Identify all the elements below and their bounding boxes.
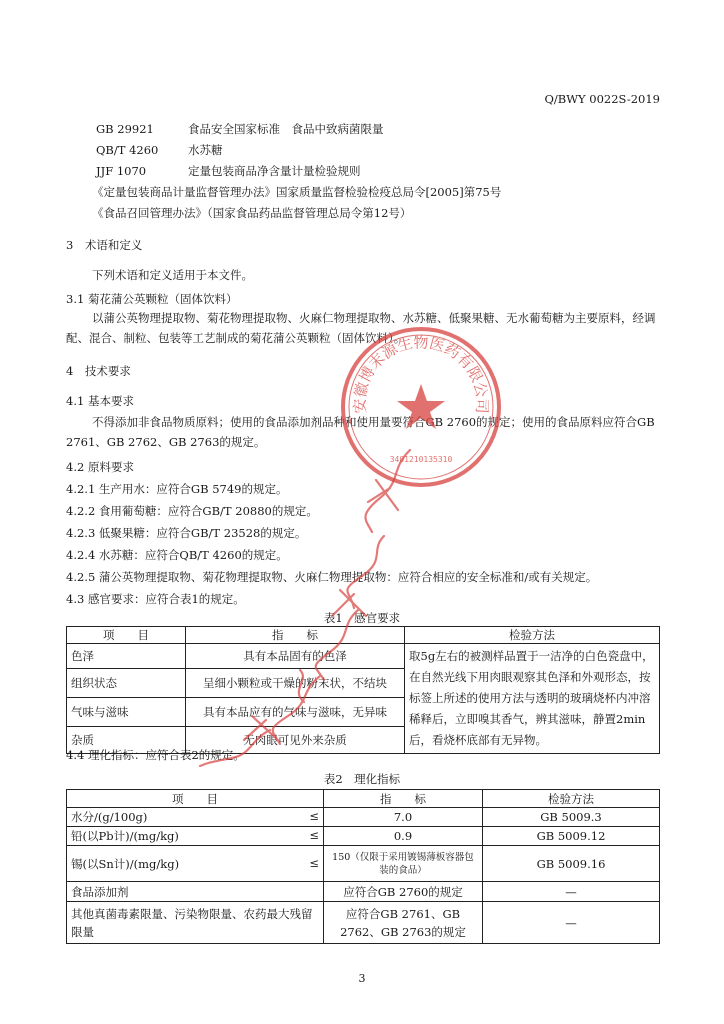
table-caption: 表1 感官要求 — [323, 611, 401, 625]
subsection-heading: 4.2 原料要求 — [66, 460, 134, 474]
operator: ≤ — [309, 828, 319, 842]
item-label: 水分/(g/100g) — [71, 810, 148, 824]
reference-code: QB/T 4260 — [96, 143, 159, 157]
raw-material-item: 4.2.1 生产用水：应符合GB 5749的规定。 — [66, 482, 288, 496]
table-cell: 7.0 — [324, 808, 483, 827]
table-cell: 其他真菌毒素限量、污染物限量、农药最大残留限量 — [67, 902, 324, 944]
definition-paragraph: 以蒲公英物理提取物、菊花物理提取物、火麻仁物理提取物、水苏糖、低聚果糖、无水葡萄糖为主要原料，经调配、混合、制粒、包装等工艺制成的菊花蒲公英颗粒（固体饮料）。 — [66, 311, 656, 345]
page-number: 3 — [358, 972, 366, 985]
table-header: 检验方法 — [483, 790, 660, 808]
reference-title: 食品安全国家标准 食品中致病菌限量 — [188, 122, 384, 136]
table-cell: GB 5009.3 — [483, 808, 660, 827]
reference-note: 《食品召回管理办法》（国家食品药品监督管理总局令第12号） — [92, 206, 412, 220]
item-label: 锡(以Sn计)/(mg/kg) — [71, 856, 180, 871]
section-heading: 3 术语和定义 — [66, 238, 143, 252]
table-header: 项 目 — [67, 790, 324, 808]
table-cell: 无肉眼可见外来杂质 — [186, 727, 405, 754]
method-cell: 取5g左右的被测样品置于一洁净的白色瓷盘中，在自然光线下用肉眼观察其色泽和外观形态，按标签上所述的使用方法与透明的玻璃烧杯内冲溶稀释后，立即嗅其香气，辨其滋味，静置2min后，看烧杯底部有无异物。 — [405, 644, 660, 754]
subsection-heading: 3.1 菊花蒲公英颗粒（固体饮料） — [66, 292, 238, 306]
table-header: 指 标 — [324, 790, 483, 808]
subsection-heading: 4.4 理化指标：应符合表2的规定。 — [66, 748, 245, 762]
operator: ≤ — [309, 855, 319, 870]
item-label: 铅(以Pb计)/(mg/kg) — [71, 829, 179, 843]
reference-code: JJF 1070 — [96, 164, 147, 178]
table-cell: 组织状态 — [67, 668, 186, 697]
table-cell: — — [483, 882, 660, 902]
table-cell: 气味与滋味 — [67, 697, 186, 726]
table-cell: — — [483, 902, 660, 944]
table-header: 项 目 — [67, 627, 186, 644]
table-cell: 食品添加剂 — [67, 882, 324, 902]
svg-text:3401210135310: 3401210135310 — [389, 455, 453, 464]
raw-material-item: 4.2.2 食用葡萄糖：应符合GB/T 20880的规定。 — [66, 504, 318, 518]
subsection-heading: 4.1 基本要求 — [66, 394, 134, 408]
table-cell — [67, 827, 324, 846]
table-header: 检验方法 — [405, 627, 660, 644]
table-cell: 具有本品固有的色泽 — [186, 644, 405, 669]
table-cell — [67, 808, 324, 827]
document-code: Q/BWY 0022S-2019 — [544, 92, 660, 106]
table-cell: 应符合GB 2760的规定 — [324, 882, 483, 902]
subsection-heading: 4.3 感官要求：应符合表1的规定。 — [66, 592, 245, 606]
raw-material-item: 4.2.4 水苏糖：应符合QB/T 4260的规定。 — [66, 548, 288, 562]
table-cell: 150（仅限于采用镀锡薄板容器包装的食品） — [324, 846, 483, 882]
signature-icon — [140, 440, 420, 770]
reference-note: 《定量包装商品计量监督管理办法》国家质量监督检验检疫总局令[2005]第75号 — [92, 185, 502, 199]
table-cell: 0.9 — [324, 827, 483, 846]
reference-code: GB 29921 — [96, 122, 154, 136]
table-cell: GB 5009.12 — [483, 827, 660, 846]
table-cell — [67, 846, 324, 882]
svg-text:安徽博末源生物医药有限公司: 安徽博末源生物医药有限公司 — [350, 333, 492, 414]
table-caption: 表2 理化指标 — [323, 772, 401, 786]
reference-title: 定量包装商品净含量计量检验规则 — [188, 164, 361, 178]
raw-material-item: 4.2.3 低聚果糖：应符合GB/T 23528的规定。 — [66, 526, 307, 540]
reference-title: 水苏糖 — [188, 143, 223, 157]
basic-requirement-paragraph: 不得添加非食品物质原料；使用的食品添加剂品种和使用量要符合GB 2760的规定；使用的食品原料应符合GB 2761、GB 2762、GB 2763的规定。 — [66, 415, 655, 449]
table-cell: 杂质 — [67, 727, 186, 754]
table-cell: GB 5009.16 — [483, 846, 660, 882]
table-header: 指 标 — [186, 627, 405, 644]
table-cell: 应符合GB 2761、GB 2762、GB 2763的规定 — [324, 902, 483, 944]
section-heading: 4 技术要求 — [66, 364, 131, 378]
raw-material-item: 4.2.5 蒲公英物理提取物、菊花物理提取物、火麻仁物理提取物：应符合相应的安全标准和/或有关规定。 — [66, 570, 598, 584]
paragraph: 下列术语和定义适用于本文件。 — [92, 268, 253, 282]
physicochemical-table — [66, 789, 660, 944]
table-cell: 具有本品应有的气味与滋味，无异味 — [186, 697, 405, 726]
operator: ≤ — [309, 809, 319, 823]
table-cell: 呈细小颗粒或干燥的粉末状，不结块 — [186, 668, 405, 697]
table-cell: 色泽 — [67, 644, 186, 669]
